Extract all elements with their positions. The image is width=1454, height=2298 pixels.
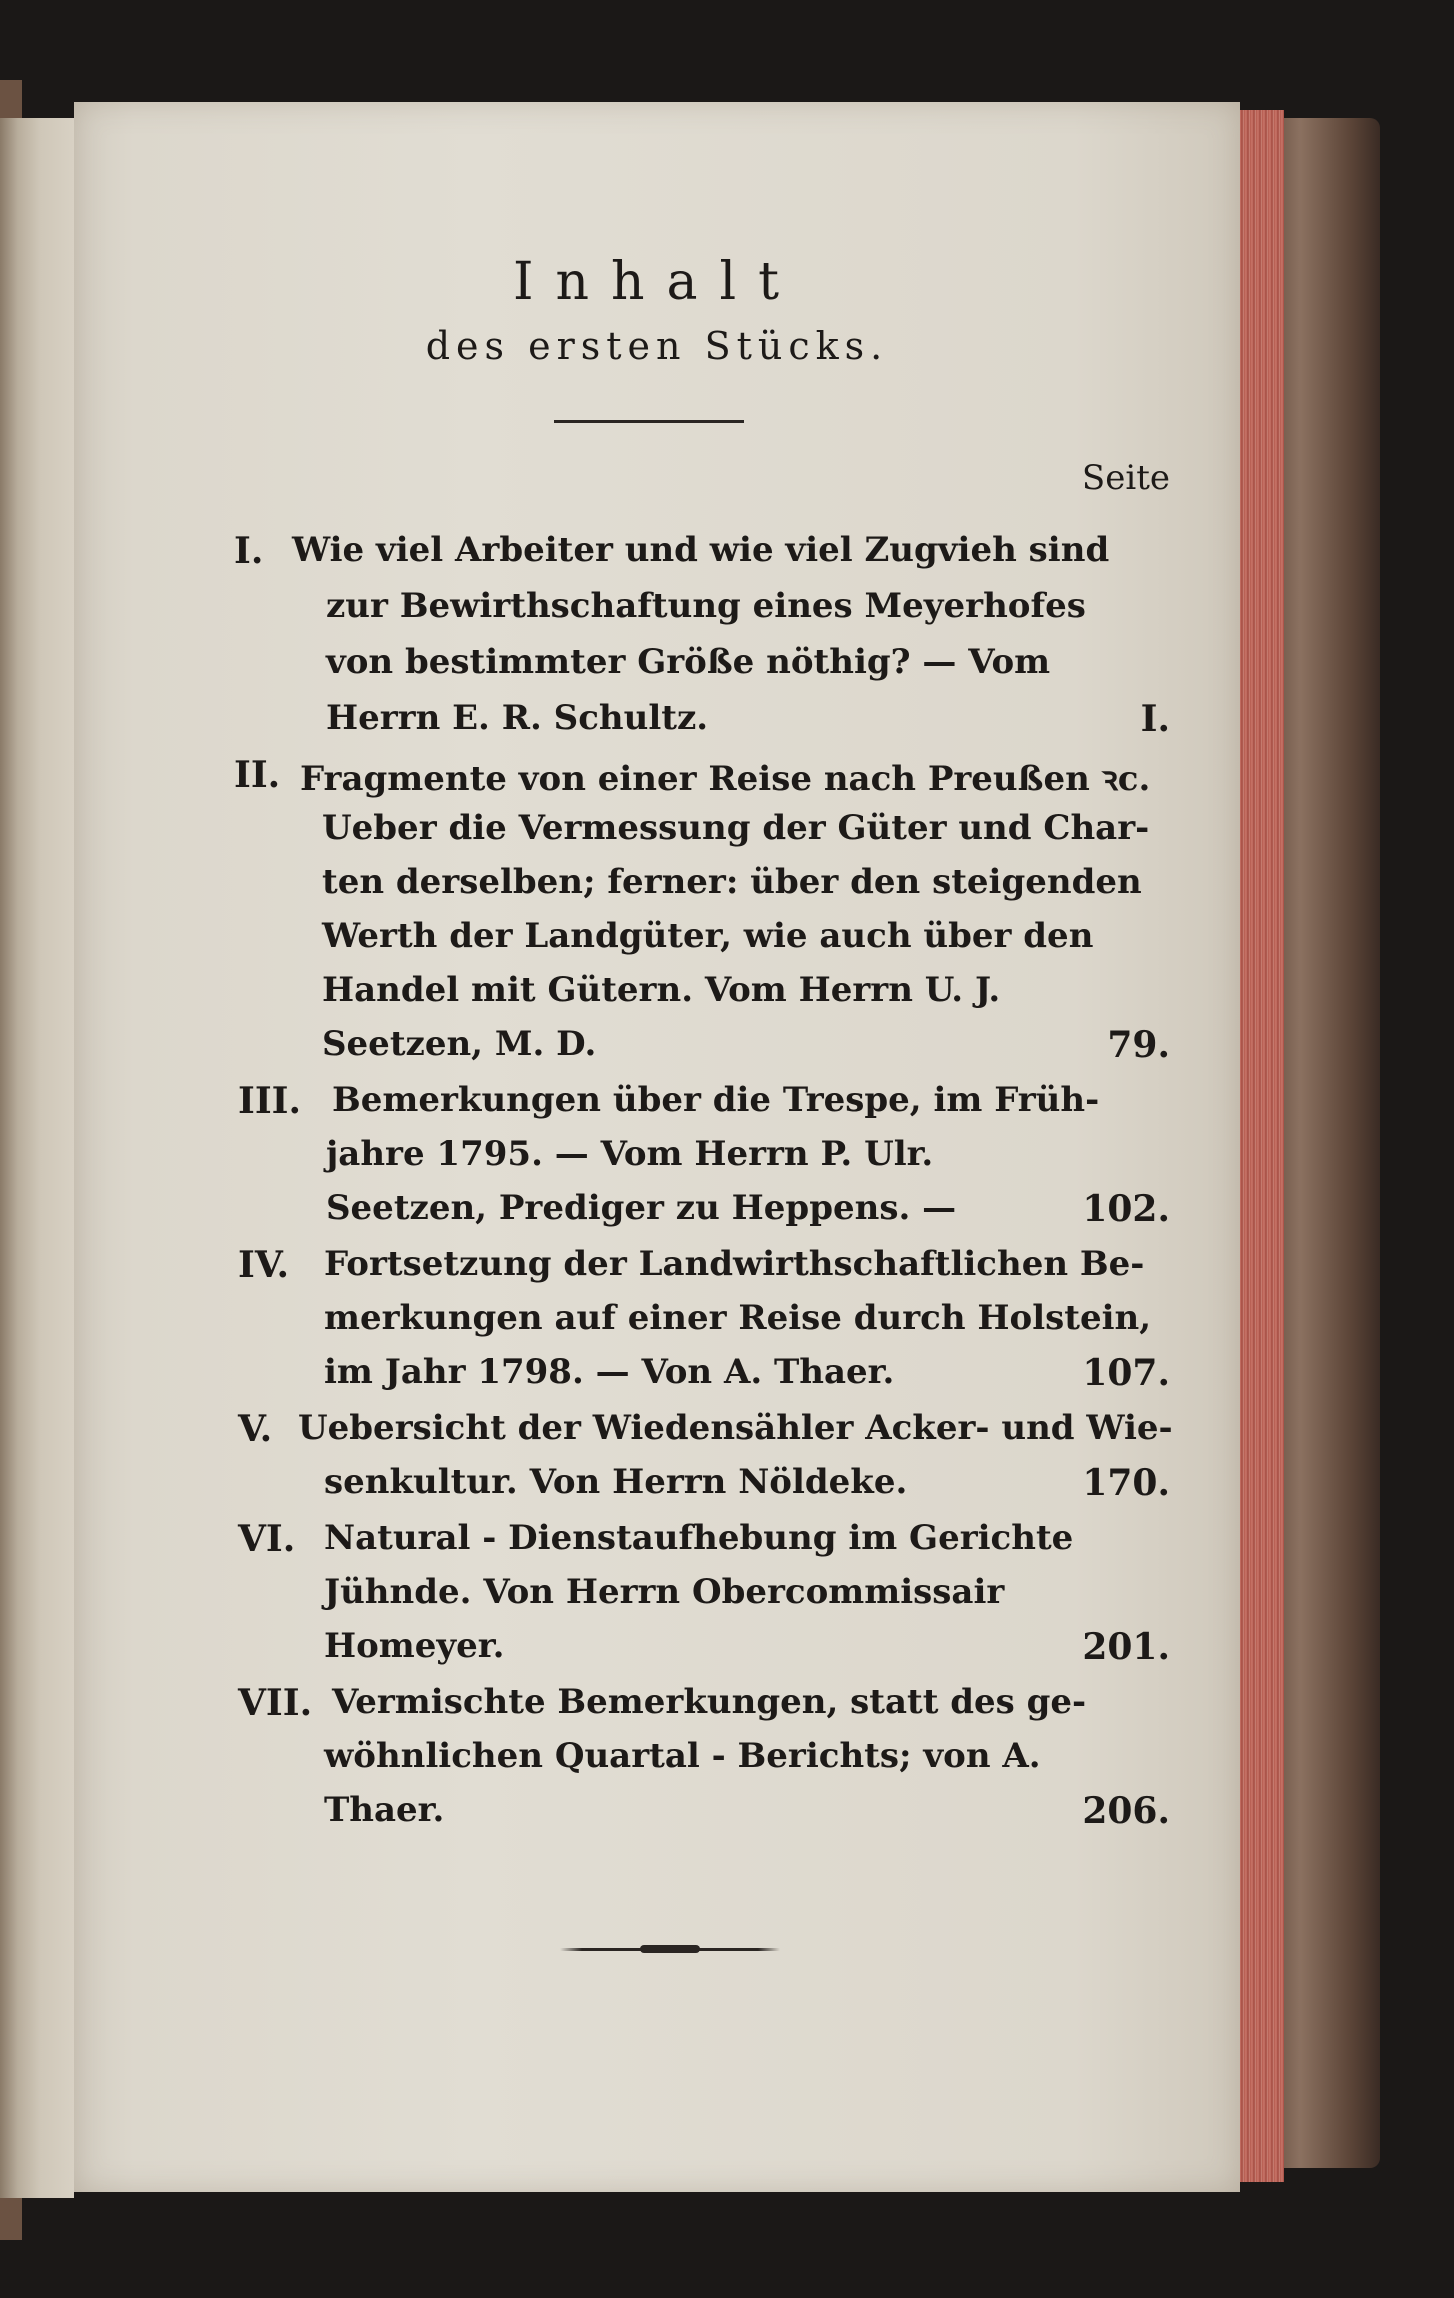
entry-page: 79. (1107, 1024, 1170, 1066)
left-page (0, 118, 74, 2198)
entry-number: II. (234, 754, 281, 796)
entry-line: von bestimmter Größe nöthig? — Vom (326, 642, 1051, 682)
entry-line: Handel mit Gütern. Vom Herrn U. J. (322, 970, 1001, 1010)
entry-number: I. (234, 530, 264, 572)
entry-number: VII. (238, 1682, 313, 1724)
entry-line: Jühnde. Von Herrn Obercommissair (324, 1572, 1005, 1612)
entry-line: merkungen auf einer Reise durch Holstein, (324, 1298, 1152, 1338)
entry-page: 206. (1082, 1790, 1170, 1832)
entry-line: Wie viel Arbeiter und wie viel Zugvieh sind (292, 530, 1110, 570)
entry-number: V. (238, 1408, 273, 1450)
page-title: Inhalt (512, 252, 802, 312)
page-subtitle: des ersten Stücks. (425, 324, 889, 368)
top-rule (554, 420, 744, 423)
contents-page (74, 102, 1240, 2192)
entry-line: Homeyer. (324, 1626, 505, 1666)
bottom-ornament-rule (560, 1948, 780, 1951)
entry-line: Seetzen, M. D. (322, 1024, 597, 1064)
entry-page: 201. (1082, 1626, 1170, 1668)
entry-line: Herrn E. R. Schultz. (326, 698, 709, 738)
entry-number: VI. (238, 1518, 296, 1560)
entry-number: IV. (238, 1244, 290, 1286)
entry-line: Bemerkungen über die Trespe, im Früh- (332, 1080, 1100, 1120)
entry-line: wöhnlichen Quartal - Berichts; von A. (324, 1736, 1041, 1776)
back-cover (1270, 118, 1380, 2168)
entry-page: 102. (1082, 1188, 1170, 1230)
entry-page: 107. (1082, 1352, 1170, 1394)
page-column-label: Seite (1081, 458, 1170, 498)
entry-line: Fragmente von einer Reise nach Preußen ꝛc. (300, 759, 1151, 799)
entry-line: Natural - Dienstaufhebung im Gerichte (324, 1518, 1074, 1558)
entry-line: Ueber die Vermessung der Güter und Char- (322, 808, 1150, 848)
entry-line: Fortsetzung der Landwirthschaftlichen Be- (324, 1244, 1145, 1284)
entry-line: Thaer. (324, 1790, 445, 1830)
entry-line: jahre 1795. — Vom Herrn P. Ulr. (326, 1134, 934, 1174)
entry-line: ten derselben; ferner: über den steigenden (322, 862, 1142, 902)
entry-number: III. (238, 1080, 302, 1122)
entry-page: I. (1140, 698, 1170, 740)
entry-page: 170. (1082, 1462, 1170, 1504)
entry-line: senkultur. Von Herrn Nöldeke. (324, 1462, 908, 1502)
entry-line: Vermischte Bemerkungen, statt des ge- (332, 1682, 1087, 1722)
entry-line: Werth der Landgüter, wie auch über den (322, 916, 1094, 956)
entry-line: im Jahr 1798. — Von A. Thaer. (324, 1352, 895, 1392)
entry-line: zur Bewirthschaftung eines Meyerhofes (326, 586, 1086, 626)
entry-line: Seetzen, Prediger zu Heppens. — (326, 1188, 957, 1228)
page-content (74, 102, 1240, 2192)
entry-line: Uebersicht der Wiedensähler Acker- und Wie- (298, 1408, 1173, 1448)
